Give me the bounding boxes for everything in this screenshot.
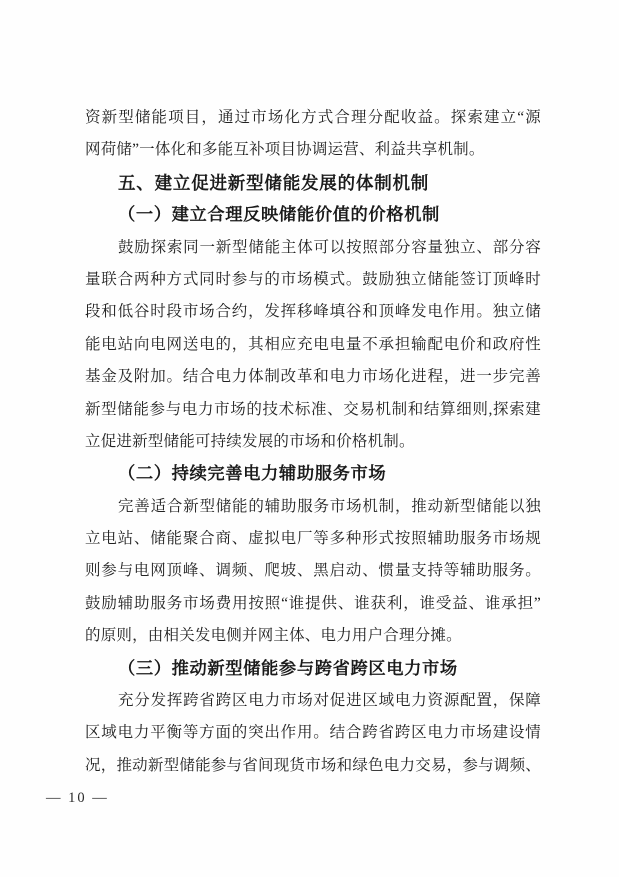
body-line: 完善适合新型储能的辅助服务市场机制，推动新型储能以独 xyxy=(118,497,541,515)
body-line: 立促进新型储能可持续发展的市场和价格机制。 xyxy=(85,432,415,450)
body-line: 鼓励辅助服务市场费用按照“谁提供、谁获利，谁受益、谁承担” xyxy=(85,594,541,612)
body-line: 基金及附加。结合电力体制改革和电力市场化进程，进一步完善 xyxy=(85,368,541,386)
heading-subsection-2: （二）持续完善电力辅助服务市场 xyxy=(118,464,387,484)
body-line: 则参与电网顶峰、调频、爬坡、黑启动、惯量支持等辅助服务。 xyxy=(85,562,541,580)
body-line: 量联合两种方式同时参与的市场模式。鼓励独立储能签订顶峰时 xyxy=(85,270,541,288)
body-line: 鼓励探索同一新型储能主体可以按照部分容量独立、部分容 xyxy=(118,238,541,256)
heading-subsection-3: （三）推动新型储能参与跨省跨区电力市场 xyxy=(118,658,458,678)
body-line: 资新型储能项目，通过市场化方式合理分配收益。探索建立“源 xyxy=(85,109,541,126)
body-line: 段和低谷时段市场合约，发挥移峰填谷和顶峰发电作用。独立储 xyxy=(85,303,541,321)
body-line: 区域电力平衡等方面的突出作用。结合跨省跨区电力市场建设情 xyxy=(85,724,541,742)
text-block xyxy=(85,102,541,782)
heading-section-5: 五、建立促进新型储能发展的体制机制 xyxy=(118,172,430,193)
heading-subsection-1: （一）建立合理反映储能价值的价格机制 xyxy=(118,205,440,225)
page-number: — 10 — xyxy=(46,790,109,806)
body-line: 能电站向电网送电的，其相应充电电量不承担输配电价和政府性 xyxy=(85,335,541,353)
body-line: 况，推动新型储能参与省间现货市场和绿色电力交易，参与调频、 xyxy=(85,756,541,774)
body-line: 立电站、储能聚合商、虚拟电厂等多种形式按照辅助服务市场规 xyxy=(85,530,541,548)
body-line: 的原则，由相关发电侧并网主体、电力用户合理分摊。 xyxy=(85,627,462,645)
body-line: 充分发挥跨省跨区电力市场对促进区域电力资源配置，保障 xyxy=(118,692,541,710)
body-line: 新型储能参与电力市场的技术标准、交易机制和结算细则,探索建 xyxy=(85,400,541,418)
body-line: 网荷储”一体化和多能互补项目协调运营、利益共享机制。 xyxy=(85,141,485,159)
